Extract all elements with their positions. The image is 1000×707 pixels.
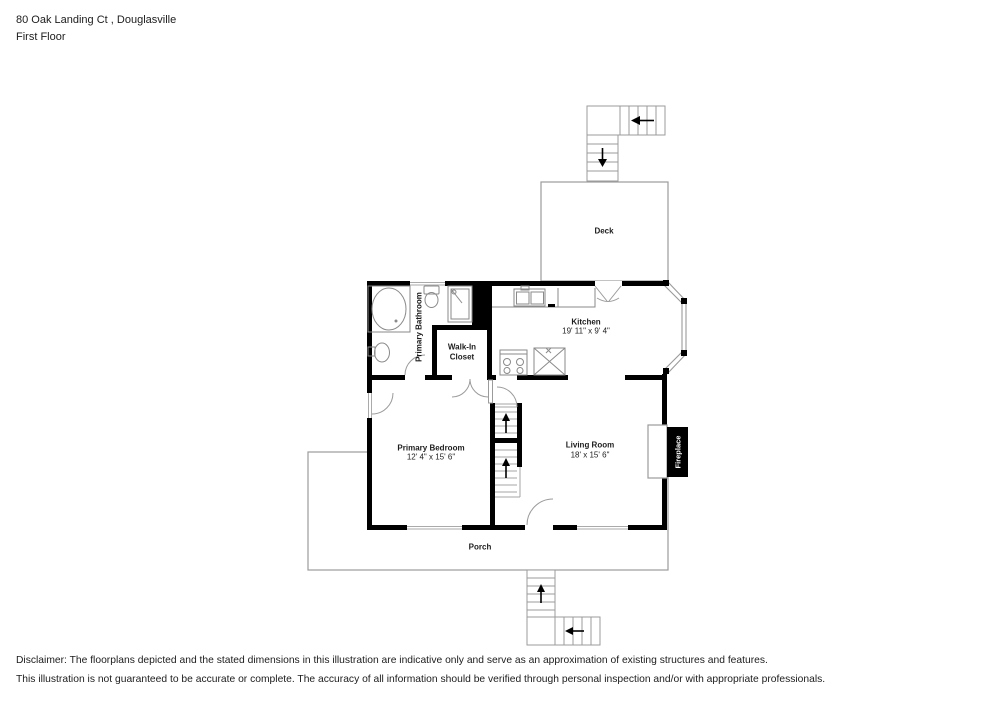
deck-stairs bbox=[587, 106, 665, 181]
living-room-label: Living Room bbox=[565, 440, 615, 450]
porch-stairs bbox=[527, 570, 600, 645]
address-title: 80 Oak Landing Ct , Douglasville bbox=[16, 14, 177, 26]
wall-mass-bathroom-kitchen bbox=[472, 284, 492, 330]
disclaimer-line-2: This illustration is not guaranteed to be accurate or complete. The accuracy of all information should be verified through personal inspection and/or with appropriate professionals. bbox=[16, 674, 826, 685]
porch-label: Porch bbox=[468, 542, 492, 552]
wall-top-right bbox=[622, 281, 667, 286]
wall-bottom-a bbox=[367, 525, 407, 530]
kitchen-label: Kitchen bbox=[571, 317, 601, 327]
floor-subtitle: First Floor bbox=[16, 31, 66, 43]
wall-left-lower bbox=[367, 418, 372, 530]
primary-bathroom-label: Primary Bathroom bbox=[414, 292, 424, 362]
stair-wall-left bbox=[490, 403, 495, 530]
wall-bottom-d bbox=[628, 525, 667, 530]
porch-stairs-landing bbox=[527, 617, 555, 645]
deck-label: Deck bbox=[594, 226, 614, 236]
walk-in-closet-label: Walk-In Closet bbox=[447, 342, 477, 361]
wall-divider-a bbox=[367, 375, 405, 380]
primary-bedroom-dimensions: 12' 4" x 15' 6" bbox=[406, 452, 456, 462]
counter-mark bbox=[548, 304, 555, 307]
primary-bedroom-label: Primary Bedroom bbox=[397, 443, 465, 453]
wall-divider-b bbox=[425, 375, 452, 380]
fireplace-label: Fireplace bbox=[673, 435, 682, 469]
wall-top-left bbox=[367, 281, 410, 286]
stair-wall-right bbox=[517, 403, 522, 467]
living-room-dimensions: 18' x 15' 6" bbox=[570, 450, 610, 460]
bay-interior bbox=[667, 281, 686, 374]
wall-top-center bbox=[445, 281, 595, 286]
kitchen-dimensions: 19' 11" x 9' 4" bbox=[562, 326, 610, 336]
stair-wall-separator bbox=[490, 438, 522, 443]
wall-divider-d bbox=[517, 375, 568, 380]
wall-divider-e bbox=[625, 375, 667, 380]
disclaimer-line-1: Disclaimer: The floorplans depicted and the stated dimensions in this illustration are indicative only and serve as an approximation of existing structures and features. bbox=[16, 655, 768, 666]
fireplace-hearth bbox=[648, 425, 667, 478]
wall-bottom-c bbox=[553, 525, 577, 530]
